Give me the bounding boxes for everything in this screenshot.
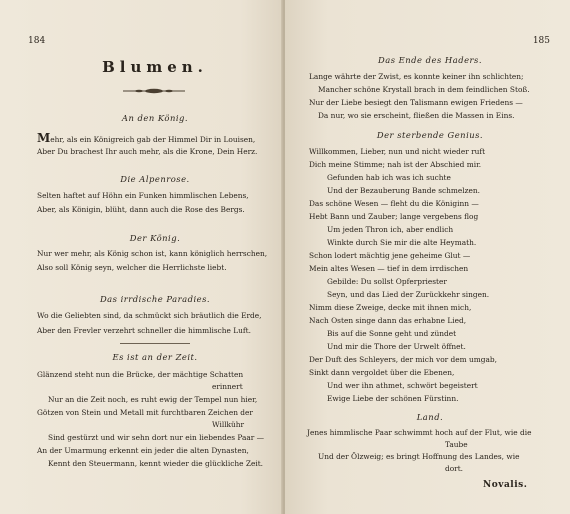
section-heading: Die Alpenrose. — [120, 174, 190, 184]
section-heading: An den König. — [121, 113, 189, 123]
verse-line: Taube — [445, 440, 468, 449]
verse-line: Da nur, wo sie erscheint, fließen die Massen in Eins. — [318, 111, 515, 120]
page-title: Blumen. — [102, 58, 208, 76]
verse-line: Glänzend steht nun die Brücke, der mächtige Schatten — [37, 370, 244, 379]
verse-line: Und der Bezauberung Bande schmelzen. — [327, 186, 481, 195]
section-heading: Land. — [416, 412, 444, 422]
verse-line: Nur an die Zeit noch, es ruht ewig der Tempel nun hier, — [48, 395, 258, 404]
verse-line: Das schöne Wesen — fleht du die Königinn — — [309, 199, 479, 208]
divider-line — [120, 343, 190, 344]
verse-line: Und der Ölzweig; es bringt Hoffnung des Landes, wie — [318, 452, 520, 461]
section-heading: Der König. — [129, 233, 181, 243]
verse-line: Und wer ihn athmet, schwört begeistert — [327, 381, 478, 390]
verse-line: Selten haftet auf Höhn ein Funken himmlischen Lebens, — [37, 191, 249, 200]
verse-line: Nach Osten singe dann das erhabne Lied, — [309, 316, 467, 325]
verse-line: Gefunden hab ich was ich suchte — [327, 173, 451, 182]
left-page — [0, 0, 283, 514]
section-heading: Der sterbende Genius. — [376, 130, 484, 140]
verse-line: Jenes himmlische Paar schwimmt hoch auf der Flut, wie die — [307, 428, 532, 437]
verse-line: Nimm diese Zweige, decke mit ihnen mich, — [309, 303, 472, 312]
verse-line: Seyn, und das Lied der Zurückkehr singen. — [327, 290, 490, 299]
verse-line: Götzen von Stein und Metall mit furchtbaren Zeichen der — [37, 408, 253, 417]
verse-line: Dich meine Stimme; nah ist der Abschied mir. — [309, 160, 482, 169]
section-heading: Das Ende des Haders. — [377, 55, 482, 65]
verse-line: Lange währte der Zwist, es konnte keiner ihn schlichten; — [309, 72, 524, 81]
section-heading: Das irrdische Paradies. — [99, 294, 211, 304]
right-page — [285, 0, 570, 514]
verse-line: erinnert — [212, 382, 243, 391]
verse-line: Willkühr — [212, 420, 245, 429]
verse-line: Nur wer mehr, als König schon ist, kann königlich herrschen, — [37, 249, 268, 258]
verse-line: Aber Du brachest Ihr auch mehr, als die Krone, Dein Herz. — [37, 147, 258, 156]
verse-line: Bis auf die Sonne geht und zündet — [327, 329, 457, 338]
section-heading: Es ist an der Zeit. — [112, 352, 198, 362]
author-signature: Novalis. — [483, 480, 528, 490]
drop-cap: M — [37, 131, 51, 145]
verse-line: Willkommen, Lieber, nun und nicht wieder ruft — [309, 147, 486, 156]
verse-line: Mancher schöne Krystall brach in dem feindlichen Stoß. — [318, 85, 530, 94]
verse-line: Nur der Liebe besiegt den Talismann ewigen Friedens — — [309, 98, 523, 107]
verse-line: dort. — [445, 464, 464, 473]
verse-line: Winkte durch Sie mir die alte Heymath. — [327, 238, 477, 247]
verse-line: Kennt den Steuermann, kennt wieder die glückliche Zeit. — [48, 459, 264, 468]
page-number-left: 184 — [28, 36, 46, 46]
verse-line: Wo die Geliebten sind, da schmückt sich bräutlich die Erde, — [37, 311, 262, 320]
verse-line: Der Duft des Schleyers, der mich vor dem umgab, — [309, 355, 498, 364]
verse-line: Aber den Frevler verzehrt schneller die himmlische Luft. — [37, 326, 251, 335]
page-number-right: 185 — [532, 36, 550, 46]
verse-line: Hebt Bann und Zauber; lange vergebens flog — [309, 212, 479, 221]
verse-line: Und mir die Thore der Urwelt öffnet. — [327, 342, 466, 351]
verse-line: Sinkt dann vergoldet über die Ebenen, — [309, 368, 455, 377]
ornament-divider — [123, 88, 185, 94]
verse-line: Schon lodert mächtig jene geheime Glut — — [309, 251, 471, 260]
verse-line: An der Umarmung erkennt ein jeder die alten Dynasten, — [37, 446, 249, 455]
verse-line: Mehr, als ein Königreich gab der Himmel Dir in Louisen, — [37, 131, 256, 145]
verse-line: Mein altes Wesen — tief in dem irrdischen — [309, 264, 469, 273]
verse-line: Ewige Liebe der schönen Fürstinn. — [327, 394, 459, 403]
verse-line: Um jeden Thron ich, aber endlich — [327, 225, 454, 234]
verse-line: Sind gestürzt und wir sehn dort nur ein liebendes Paar — — [48, 433, 265, 442]
verse-line: Gebilde: Du sollst Opferpriester — [327, 277, 447, 286]
verse-line: Aber, als Königin, blüht, dann auch die Rose des Bergs. — [37, 205, 245, 214]
verse-line: Also soll König seyn, welcher die Herrlichste liebt. — [37, 263, 227, 272]
